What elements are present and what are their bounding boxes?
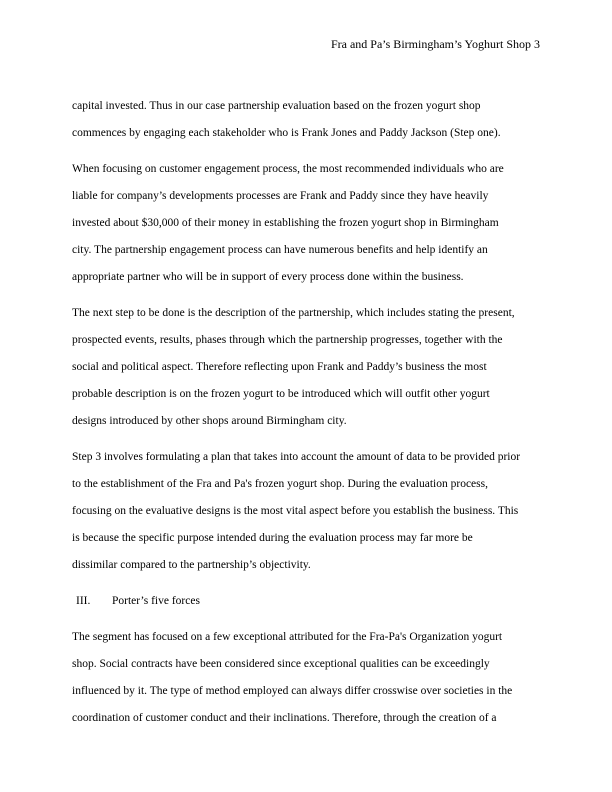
body-text bbox=[72, 93, 542, 741]
text-line: influenced by it. The type of method employed can always differ crosswise over societies in the bbox=[72, 685, 513, 697]
text-line: commences by engaging each stakeholder who is Frank Jones and Paddy Jackson (Step one). bbox=[72, 127, 501, 139]
text-line: probable description is on the frozen yogurt to be introduced which will outfit other yogurt bbox=[72, 388, 490, 400]
text-line: designs introduced by other shops around Birmingham city. bbox=[72, 415, 347, 427]
text-line: The segment has focused on a few exceptional attributed for the Fra-Pa's Organization yogurt bbox=[72, 631, 503, 643]
text-line: city. The partnership engagement process can have numerous benefits and help identify an bbox=[72, 244, 488, 256]
text-line: focusing on the evaluative designs is the most vital aspect before you establish the business. This bbox=[72, 505, 519, 517]
running-head: Fra and Pa’s Birmingham’s Yoghurt Shop 3 bbox=[330, 37, 540, 51]
text-line: capital invested. Thus in our case partnership evaluation based on the frozen yogurt shop bbox=[72, 100, 481, 112]
paragraph-2 bbox=[72, 156, 542, 291]
text-line: When focusing on customer engagement process, the most recommended individuals who are bbox=[72, 163, 504, 175]
section-number: III. bbox=[76, 595, 91, 607]
text-line: shop. Social contracts have been considered since exceptional qualities can be exceedingly bbox=[72, 658, 490, 670]
text-line: appropriate partner who will be in support of every process done within the business. bbox=[72, 271, 464, 283]
paragraph-4 bbox=[72, 444, 542, 579]
text-line: dissimilar compared to the partnership’s objectivity. bbox=[72, 559, 311, 571]
text-line: invested about $30,000 of their money in establishing the frozen yogurt shop in Birmingham bbox=[72, 217, 499, 229]
section-title: Porter’s five forces bbox=[112, 595, 200, 607]
text-line: social and political aspect. Therefore reflecting upon Frank and Paddy’s business the most bbox=[72, 361, 487, 373]
text-line: Step 3 involves formulating a plan that takes into account the amount of data to be provided prior bbox=[72, 451, 521, 463]
section-heading bbox=[72, 588, 542, 615]
paragraph-5 bbox=[72, 624, 542, 732]
text-line: is because the specific purpose intended during the evaluation process may far more be bbox=[72, 532, 473, 544]
paragraph-3 bbox=[72, 300, 542, 435]
text-line: liable for company’s developments processes are Frank and Paddy since they have heavily bbox=[72, 190, 489, 202]
text-line: coordination of customer conduct and their inclinations. Therefore, through the creation of a bbox=[72, 712, 497, 724]
text-line: prospected events, results, phases through which the partnership progresses, together with the bbox=[72, 334, 503, 346]
text-line: to the establishment of the Fra and Pa's frozen yogurt shop. During the evaluation process, bbox=[72, 478, 488, 490]
paragraph-1 bbox=[72, 93, 542, 147]
text-line: The next step to be done is the description of the partnership, which includes stating the present, bbox=[72, 307, 515, 319]
